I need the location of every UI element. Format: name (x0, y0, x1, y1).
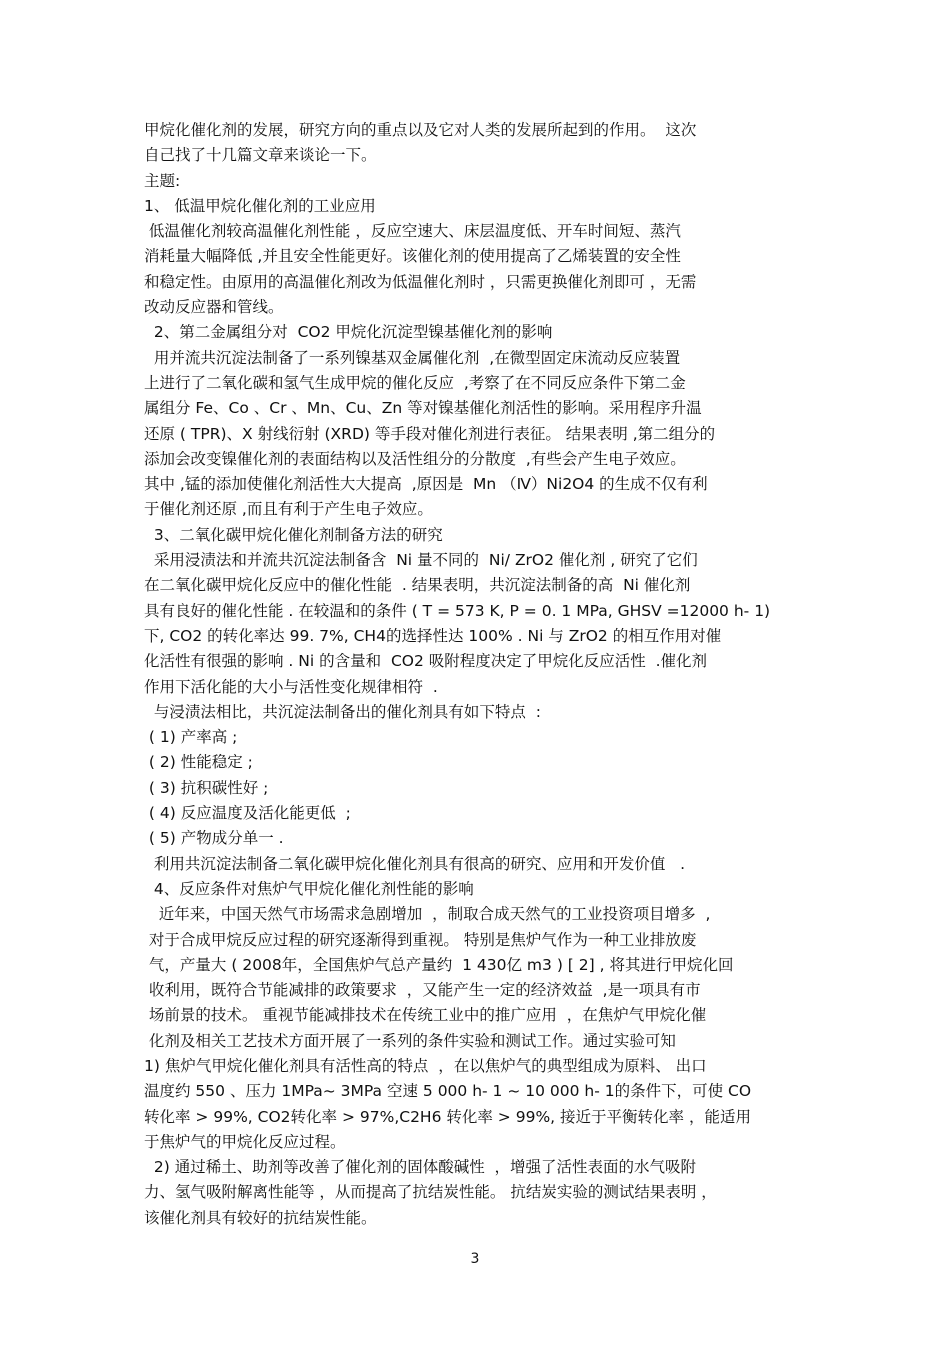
text-line: 下, CO2 的转化率达 99. 7%, CH4的选择性达 100% . Ni 与 ZrO2 的相互作用对催 (144, 626, 722, 645)
text-line: 在二氧化碳甲烷化反应中的催化性能 . 结果表明，共沉淀法制备的高 Ni 催化剂 (144, 576, 691, 595)
text-line: 添加会改变镍催化剂的表面结构以及活性组分的分散度 ,有些会产生电子效应。 (144, 449, 686, 468)
text-line: 化剂及相关工艺技术方面开展了一系列的条件实验和测试工作。通过实验可知 (144, 1031, 676, 1050)
text-line: 采用浸渍法和并流共沉淀法制备含 Ni 量不同的 Ni/ ZrO2 催化剂 , 研究了它们 (144, 551, 698, 570)
text-line: ( 1) 产率高 ; (144, 728, 238, 747)
text-line: 和稳定性。由原用的高温催化剂改为低温催化剂时 ，只需更换催化剂即可 ，无需 (144, 272, 697, 291)
text-line: 该催化剂具有较好的抗结炭性能。 (144, 1208, 377, 1227)
text-line: ( 5) 产物成分单一 . (144, 829, 284, 848)
text-line: 上进行了二氧化碳和氢气生成甲烷的催化反应 ,考察了在不同反应条件下第二金 (144, 373, 686, 392)
text-line: 低温催化剂较高温催化剂性能 ，反应空速大、床层温度低、开车时间短、蒸汽 (144, 222, 681, 241)
text-line: 消耗量大幅降低 ,并且安全性能更好。该催化剂的使用提高了乙烯装置的安全性 (144, 247, 681, 266)
text-line: 还原 ( TPR)、X 射线衍射 (XRD) 等手段对催化剂进行表征。 结果表明 ,第二组分的 (144, 424, 716, 443)
text-line: 近年来，中国天然气市场需求急剧增加 ，制取合成天然气的工业投资项目增多 , (144, 905, 711, 924)
text-line: 转化率 > 99%, CO2转化率 > 97%,C2H6 转化率 > 99%, 接近于平衡转化率 ，能适用 (144, 1107, 751, 1126)
text-line: 于催化剂还原 ,而且有利于产生电子效应。 (144, 500, 433, 519)
text-line: 3、二氧化碳甲烷化催化剂制备方法的研究 (144, 525, 443, 544)
text-line: ( 3) 抗积碳性好 ; (144, 778, 269, 797)
text-line: 与浸渍法相比，共沉淀法制备出的催化剂具有如下特点 : (144, 702, 541, 721)
text-line: 收利用，既符合节能减排的政策要求 ，又能产生一定的经济效益 ,是一项具有市 (144, 981, 701, 1000)
text-line: 具有良好的催化性能 . 在较温和的条件 ( T = 573 K, P = 0. 1 MPa, GHSV =12000 h- 1) (144, 601, 771, 620)
text-line: 1、 低温甲烷化催化剂的工业应用 (144, 196, 376, 215)
text-line: 于焦炉气的甲烷化反应过程。 (144, 1132, 346, 1151)
text-line: 用并流共沉淀法制备了一系列镍基双金属催化剂 ,在微型固定床流动反应装置 (144, 348, 681, 367)
text-line: ( 2) 性能稳定 ; (144, 753, 253, 772)
text-line: 甲烷化催化剂的发展，研究方向的重点以及它对人类的发展所起到的作用。 这次 (144, 121, 697, 139)
text-line: 4、反应条件对焦炉气甲烷化催化剂性能的影响 (144, 879, 474, 898)
text-line: ( 4) 反应温度及活化能更低 ; (144, 804, 351, 823)
text-line: 主题: (144, 171, 181, 190)
text-line: 温度约 550 、压力 1MPa~ 3MPa 空速 5 000 h- 1 ~ 10 000 h- 1的条件下，可使 CO (144, 1082, 752, 1101)
text-line: 改动反应器和管线。 (144, 298, 284, 317)
text-line: 2、第二金属组分对 CO2 甲烷化沉淀型镍基催化剂的影响 (144, 323, 553, 342)
text-line: 对于合成甲烷反应过程的研究逐渐得到重视。 特别是焦炉气作为一种工业排放废 (144, 930, 697, 949)
text-line: 气，产量大 ( 2008年，全国焦炉气总产量约 1 430亿 m3 ) [ 2] , 将其进行甲烷化回 (144, 955, 734, 974)
text-line: 自己找了十几篇文章来谈论一下。 (144, 146, 377, 165)
text-line: 利用共沉淀法制备二氧化碳甲烷化催化剂具有很高的研究、应用和开发价值 . (144, 854, 686, 873)
text-line: 2) 通过稀土、助剂等改善了催化剂的固体酸碱性 ，增强了活性表面的水气吸附 (144, 1158, 697, 1177)
text-line: 力、氢气吸附解离性能等 ，从而提高了抗结炭性能。 抗结炭实验的测试结果表明 ， (144, 1183, 717, 1202)
page-number: 3 (470, 1251, 480, 1267)
body-text (144, 118, 844, 1231)
text-line: 1) 焦炉气甲烷化催化剂具有活性高的特点 ，在以焦炉气的典型组成为原料、 出口 (144, 1056, 707, 1075)
text-line: 其中 ,锰的添加使催化剂活性大大提高 ,原因是 Mn （Ⅳ）Ni2O4 的生成不仅有利 (144, 475, 708, 494)
text-line: 作用下活化能的大小与活性变化规律相符 . (144, 677, 438, 696)
text-line: 化活性有很强的影响 . Ni 的含量和 CO2 吸附程度决定了甲烷化反应活性 .催化剂 (144, 652, 708, 671)
text-line: 属组分 Fe、Co 、Cr 、Mn、Cu、Zn 等对镍基催化剂活性的影响。采用程序升温 (144, 399, 702, 418)
text-line: 场前景的技术。 重视节能减排技术在传统工业中的推广应用 ，在焦炉气甲烷化催 (144, 1006, 707, 1025)
